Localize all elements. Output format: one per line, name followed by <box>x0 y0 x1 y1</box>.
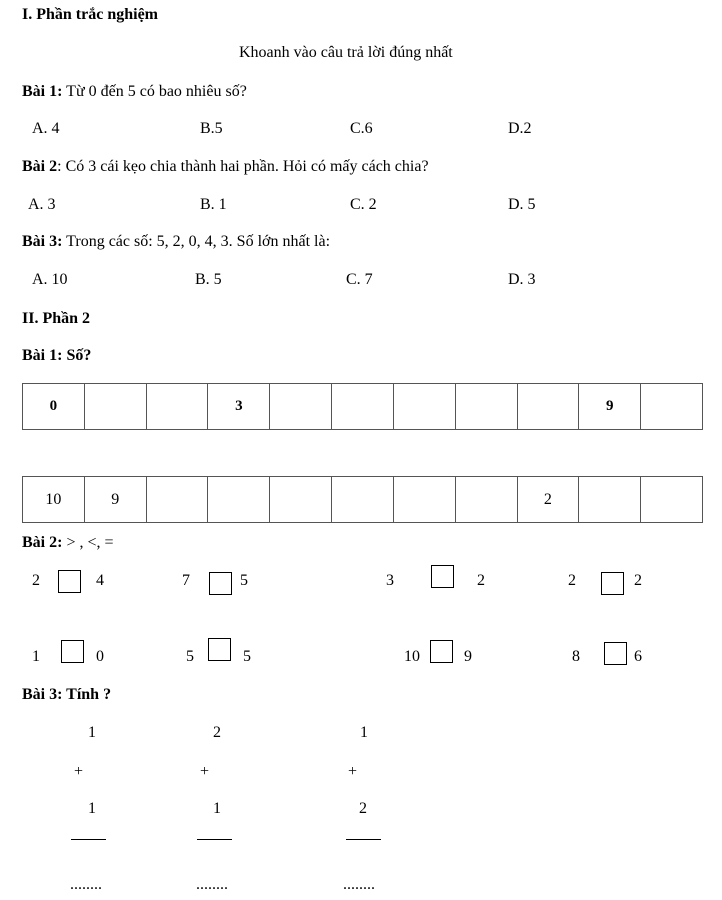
number-sequence-row-2 <box>22 476 703 523</box>
question-2-text: : Có 3 cái kẹo chia thành hai phần. Hỏi có mấy cách chia? <box>57 158 429 175</box>
compare-4-box[interactable] <box>601 572 624 595</box>
problem-1-top: 1 <box>88 724 96 741</box>
compare-5-box[interactable] <box>61 640 84 663</box>
problem-2-plus: + <box>200 763 210 780</box>
question-3 <box>22 233 330 251</box>
problem-2-top: 2 <box>213 724 221 741</box>
seq2-cell[interactable] <box>270 477 332 523</box>
seq1-cell[interactable]: 9 <box>579 384 641 430</box>
compare-4-left: 2 <box>568 572 576 589</box>
ex3-title: Bài 3: Tính ? <box>22 686 112 703</box>
seq1-cell[interactable]: 3 <box>208 384 270 430</box>
compare-8-left: 8 <box>572 648 580 665</box>
problem-3-plus: + <box>348 763 358 780</box>
question-3-label: Bài 3: <box>22 233 63 250</box>
problem-1-answer[interactable]: ........ <box>70 876 102 893</box>
question-1-option-d[interactable]: D.2 <box>508 120 532 137</box>
seq2-cell[interactable] <box>455 477 517 523</box>
compare-3-box[interactable] <box>431 565 454 588</box>
problem-1-line <box>71 839 106 840</box>
compare-2-box[interactable] <box>209 572 232 595</box>
compare-2-left: 7 <box>182 572 190 589</box>
compare-6-right: 5 <box>243 648 251 665</box>
compare-6-box[interactable] <box>208 638 231 661</box>
ex2-signs: > , <, = <box>62 534 114 551</box>
ex2-title-line <box>22 534 114 552</box>
instruction: Khoanh vào câu trả lời đúng nhất <box>239 44 453 61</box>
compare-5-right: 0 <box>96 648 104 665</box>
seq2-cell[interactable] <box>146 477 208 523</box>
seq1-cell[interactable] <box>332 384 394 430</box>
seq2-cell[interactable] <box>208 477 270 523</box>
seq2-cell[interactable] <box>641 477 703 523</box>
question-1-option-b[interactable]: B.5 <box>200 120 223 137</box>
seq2-cell[interactable]: 2 <box>517 477 579 523</box>
compare-5-left: 1 <box>32 648 40 665</box>
compare-8-box[interactable] <box>604 642 627 665</box>
compare-4-right: 2 <box>634 572 642 589</box>
compare-6-left: 5 <box>186 648 194 665</box>
question-2-label: Bài 2 <box>22 158 58 175</box>
question-3-text: Trong các số: 5, 2, 0, 4, 3. Số lớn nhất là: <box>62 233 331 250</box>
problem-1-plus: + <box>74 763 84 780</box>
seq1-cell[interactable] <box>393 384 455 430</box>
problem-3-answer[interactable]: ........ <box>343 876 375 893</box>
question-2-option-b[interactable]: B. 1 <box>200 196 227 213</box>
problem-3-top: 1 <box>360 724 368 741</box>
problem-1-bottom: 1 <box>88 800 96 817</box>
ex1-title: Bài 1: Số? <box>22 347 92 364</box>
seq1-cell[interactable] <box>455 384 517 430</box>
compare-1-right: 4 <box>96 572 104 589</box>
seq1-cell[interactable]: 0 <box>23 384 85 430</box>
part2-heading: II. Phần 2 <box>22 310 91 327</box>
question-1-text: Từ 0 đến 5 có bao nhiêu số? <box>62 83 247 100</box>
question-1-option-a[interactable]: A. 4 <box>32 120 60 137</box>
question-3-option-d[interactable]: D. 3 <box>508 271 536 288</box>
compare-7-right: 9 <box>464 648 472 665</box>
seq2-cell[interactable] <box>393 477 455 523</box>
question-2-option-d[interactable]: D. 5 <box>508 196 536 213</box>
seq2-cell[interactable]: 10 <box>23 477 85 523</box>
compare-2-right: 5 <box>240 572 248 589</box>
question-2-option-a[interactable]: A. 3 <box>28 196 56 213</box>
question-2 <box>22 158 429 176</box>
seq2-cell[interactable] <box>332 477 394 523</box>
compare-8-right: 6 <box>634 648 642 665</box>
question-1-label: Bài 1: <box>22 83 63 100</box>
problem-3-bottom: 2 <box>359 800 367 817</box>
compare-3-right: 2 <box>477 572 485 589</box>
question-3-option-a[interactable]: A. 10 <box>32 271 68 288</box>
seq1-cell[interactable] <box>641 384 703 430</box>
seq1-cell[interactable] <box>84 384 146 430</box>
question-1-option-c[interactable]: C.6 <box>350 120 373 137</box>
problem-3-line <box>346 839 381 840</box>
seq1-cell[interactable] <box>146 384 208 430</box>
question-3-option-c[interactable]: C. 7 <box>346 271 373 288</box>
question-1 <box>22 83 247 101</box>
compare-7-left: 10 <box>404 648 420 665</box>
compare-1-left: 2 <box>32 572 40 589</box>
problem-2-line <box>197 839 232 840</box>
seq2-cell[interactable] <box>579 477 641 523</box>
compare-7-box[interactable] <box>430 640 453 663</box>
problem-2-bottom: 1 <box>213 800 221 817</box>
compare-1-box[interactable] <box>58 570 81 593</box>
compare-3-left: 3 <box>386 572 394 589</box>
question-2-option-c[interactable]: C. 2 <box>350 196 377 213</box>
problem-2-answer[interactable]: ........ <box>196 876 228 893</box>
seq2-cell[interactable]: 9 <box>84 477 146 523</box>
part1-heading: I. Phần trắc nghiệm <box>22 6 158 23</box>
seq1-cell[interactable] <box>517 384 579 430</box>
question-3-option-b[interactable]: B. 5 <box>195 271 222 288</box>
ex2-title: Bài 2: <box>22 534 63 551</box>
number-sequence-row-1 <box>22 383 703 430</box>
seq1-cell[interactable] <box>270 384 332 430</box>
